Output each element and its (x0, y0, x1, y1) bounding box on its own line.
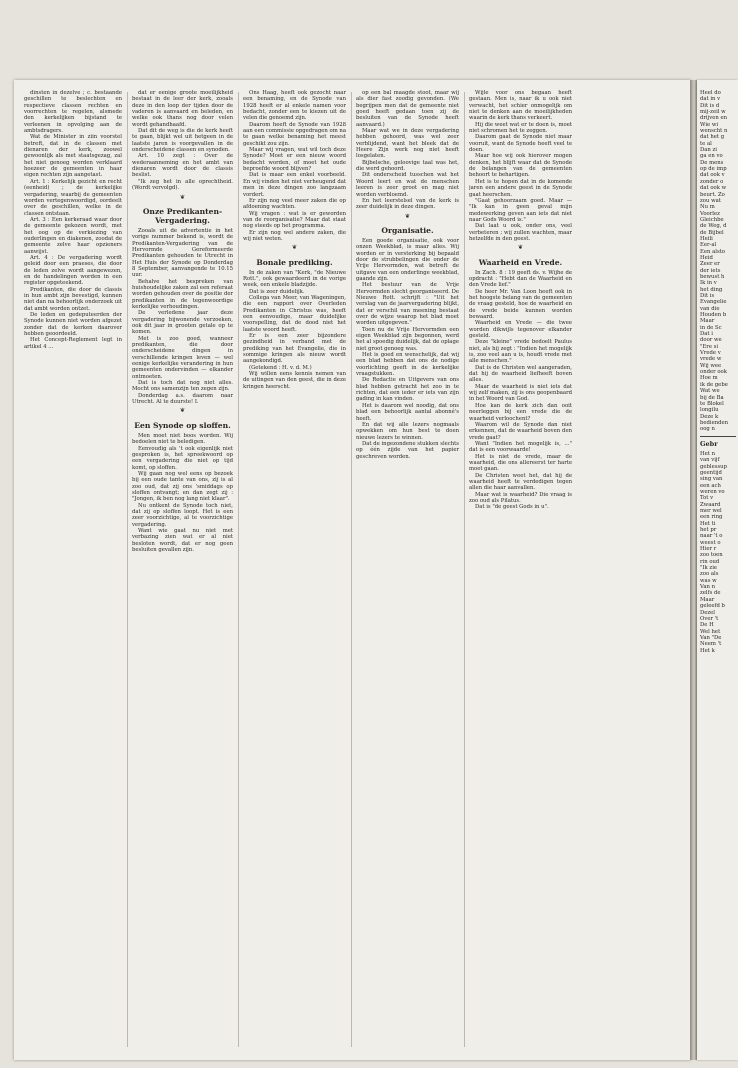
article-paragraph: Art. 10 zegt : Over de wederaanneming en het ambt van dienaren wordt door de classis beslist. (132, 153, 233, 179)
edge-line: Ik in v (700, 280, 717, 287)
newspaper-page (14, 80, 691, 1060)
edge-line: Houden b (700, 312, 727, 319)
edge-line: Dat i (700, 331, 713, 338)
article-paragraph: De heer Mr. Van Loon heeft ook in het hoogste belang van de gemeenten de vraag gesteld, hoe de waarheid en de vrede beide kunnen worden bewaard. (469, 288, 572, 320)
edge-line: weren vo (700, 488, 725, 495)
edge-line: Neem 't (700, 641, 722, 648)
article-paragraph: De leden en gedeputeerden der Synode kunnen niet worden afgezet zonder dat de kerken daarover hebben geoordeeld. (24, 312, 122, 338)
edge-line: De mens (700, 159, 724, 166)
edge-line: zou wat (700, 197, 721, 204)
edge-line: Voorlez (700, 210, 720, 217)
text-column-4 (356, 90, 459, 1050)
article-paragraph: Het is daarom wel noodig, dat ons blad een behoorlijk aantal abonné's heeft. (356, 402, 459, 422)
article-paragraph: Zooals uit de advertentie in het vorige nummer bekend is, wordt de Predikanten-Vergadering van de Hervormde Gereformeerde Predikanten gehouden te Utrecht in Het Huis der Synode op Donderdag 8 September, aanvangende te 10.15 uur. (132, 227, 233, 279)
edge-line: Wat we (700, 388, 720, 395)
article-paragraph: Maar wat is waarheid? Die vraag is zoo oud als Pilatus. (469, 491, 572, 504)
article-paragraph: Wijle voor ons begaan heeft gestaan. Men is, naar ik u ook niet verwacht, het schier onmogelijk om niet te denken aan de moeilijkheden waarin de kerk thans verkeert. (469, 90, 572, 122)
article-paragraph: "Gaat gehoorzaam goed. Maar — "Ik kan in geen geval mijn medewerking geven aan iets dat niet naar Gods Woord is." (469, 197, 572, 223)
section-ornament: ❦ (404, 212, 411, 220)
edge-line: Dit is (700, 293, 715, 299)
edge-line: Het k (700, 647, 715, 654)
edge-line: zelfs de (700, 590, 721, 597)
edge-line: mij-zeil w (700, 109, 726, 116)
edge-line: van vijf (700, 457, 720, 464)
edge-line: Eer-al (700, 242, 717, 249)
article-paragraph: De Christen weet het, dat hij de waarheid heeft te verdedigen tegen allen die haar aanvallen. (469, 472, 572, 492)
edge-line: "Ik zie (700, 565, 718, 572)
edge-line: ik de gebe (700, 381, 728, 388)
article-paragraph: Wij vragen : wat is er geworden van de reorganisatie? Maar dat staat nog steeds op het programma. (243, 210, 346, 230)
article-paragraph: Toen nu de Vrije Hervormden een eigen Weekblad zijn begonnen, werd het al spoedig duidelijk, dat de oplage niet groot genoeg was. (356, 326, 459, 352)
edge-line: wenscht n (700, 128, 728, 135)
article-paragraph: "Ik zeg het in alle oprechtheid. (Wordt vervolgd). (132, 178, 233, 192)
article-paragraph: Maar hoe wij ook hierover mogen denken, het blijft waar dat de Synode de belangen van de gemeenten behoort te behartigen. (469, 153, 572, 179)
edge-line: zonder o (700, 178, 724, 185)
edge-line: Deze k (700, 413, 719, 420)
article-paragraph: Nu ontkent de Synode toch niet, dat zij op sloffen loopt. Het is een zeer voorzichtige, al te voorzichtige vergadering. (132, 502, 233, 528)
article-paragraph: Hij die weet wat er te doen is, moet niet schromen het te zeggen. (469, 121, 572, 135)
article-paragraph: Het is goed en wenschelijk, dat wij een blad hebben dat ons de nodige voorlichting geeft in de kerkelijke vraagstukken. (356, 352, 459, 378)
article-paragraph: Dat is "de geest Gods in u". (475, 504, 549, 511)
article-paragraph: Waarom wil de Synode dan niet erkennen, dat de waarheid boven den vrede gaat? (469, 421, 572, 441)
section-ornament: ❦ (291, 244, 298, 252)
edge-line: Van "De (700, 634, 722, 641)
article-paragraph: Maar de waarheid is niet iets dat wij zelf maken, zij is ons geopenbaard in het Woord van God. (469, 383, 572, 403)
edge-line: Evangelie (700, 299, 727, 306)
article-paragraph: Dat dit de weg is die de kerk heeft te gaan, blijkt wel uit hetgeen in de laatste jaren is voorgevallen in de onderscheidene classen en synoden. (132, 128, 233, 154)
edge-text-column (700, 90, 736, 1050)
article-paragraph: Deze "kleine" vrede bedoelt Paulus niet, als hij zegt : "Indien het mogelijk is, zoo veel aan u is, houdt vrede met alle menschen." (469, 339, 572, 365)
edge-line: bewust h (700, 273, 725, 280)
article-paragraph: Dat de ingezondene stukken slechts op één zijde van het papier geschreven worden. (356, 440, 459, 460)
edge-line: beurt. Zo (700, 191, 725, 198)
edge-line: bij de Ba (700, 394, 724, 401)
next-page-edge (697, 80, 738, 1060)
article-paragraph: dinsten in dezelve ; c. bestaande geschillen te beslechten en respectieve classen rechten en voorrechten te regelen, alsmede den kerkelijken bijstand te verleenen in opvolging aan de ambtsdragers. (24, 90, 122, 135)
article-paragraph: Eenvoudig als 't ook eigenlijk niet gesproken is, het spreekwoord op een vergadering die niet op tijd komt, op sloffen. (132, 445, 233, 471)
edge-line: mer wel (700, 508, 722, 514)
article-paragraph: En het leerstelsel van de kerk is zeer duidelijk in deze dingen. (356, 197, 459, 211)
edge-line: Wij wee (700, 362, 722, 369)
article-paragraph: Men moet niet boos worden. Wij bedoelen niet te beledigen. (132, 432, 233, 446)
article-paragraph: Het is te hopen dat in de komende jaren een andere geest in de Synode gaat heerschen. (469, 178, 572, 198)
section-ornament: ❦ (517, 244, 524, 252)
section-heading: Bonale prediking. (256, 257, 333, 267)
edge-line: de Weg, d (700, 223, 727, 230)
edge-line: van die (700, 305, 720, 312)
article-paragraph: Dit onderscheid tusschen wat het Woord leert en wat de menschen leeren is zeer groot en mag niet worden verbloemd. (356, 172, 459, 198)
section-heading: Onze Predikanten-Vergadering. (142, 206, 223, 225)
article-paragraph: Daarom heeft de Synode van 1928 aan een commissie opgedragen om na te gaan welke benaming het meest geschikt zou zijn. (243, 121, 346, 147)
article-paragraph: De verledene jaar deze vergadering bijwonende verzoeken, ook dit jaar in grooten getale op te komen. (132, 310, 233, 336)
edge-line: Hier r (700, 546, 717, 553)
article-paragraph: Dat is toch dat nog niet alles. Mocht ons samenzijn ten zegen zijn. (132, 380, 233, 393)
article-paragraph: Het Concept-Reglement legt in artikel 4 ... (24, 337, 122, 350)
article-paragraph: Er zijn nog veel meer zaken die op afdoening wachten. (243, 197, 346, 211)
edge-line: weest o (700, 539, 721, 546)
edge-line: dat ook v (700, 172, 725, 179)
article-paragraph: Bijbelsche, geloovige taal was het, die werd gehoord. (356, 159, 459, 173)
edge-line: Nu m (700, 204, 715, 211)
article-paragraph: En dat wij alle lezers nogmaals opwekken om hun best te doen nieuwe lezers te winnen. (356, 421, 459, 441)
section-heading: Waarheid en Vrede. (478, 257, 563, 267)
article-paragraph: Wat de Minister in ziin voorstel betreft, dat in de classen met dienaren der kerk, zoowel gewoonlijk als met staatsgezag, zal het niet genoeg worden verklaard hoezeer de gemeenten in haar eigen rechten zijn aangetast. (24, 134, 122, 179)
article-paragraph: Er is een zeer bijzondere gezindheid in verband met de prediking van het Evangelie, die in sommige kringen als nieuw wordt aangekondigd. (243, 333, 346, 365)
edge-line: Heel do (700, 90, 721, 96)
article-paragraph: Wij willen eens kennis nemen van de uitingen van den geest, die in deze kringen heerscht. (243, 371, 346, 390)
edge-line: in de Sc (700, 324, 722, 331)
article-paragraph: Er zijn nog wel andere zaken, die wij niet weten. (243, 229, 346, 242)
edge-line: Heid (700, 254, 713, 261)
edge-line: Het ti (700, 520, 716, 527)
edge-line: de Bijbel (700, 229, 724, 236)
article-paragraph: Dat laat u ook, onder ons, veel verbeteren ; wij zullen wachten, maar hetzelfde in den geest. (469, 223, 572, 242)
article-paragraph: Met is zoo goed, wanneer predikanten, die door onderscheidene dingen in verschillende kringen leven — wel eenige kerkelijke verandering in hun gemeenten ondervinden — elkander ontmoeten. (132, 335, 233, 380)
edge-line: Zeer er (700, 261, 720, 268)
article-paragraph: Dat is de Christen wel aangeraden, dat hij de waarheid liefheeft boven alles. (469, 364, 572, 384)
section-heading: Een Synode op sloffen. (134, 420, 231, 430)
edge-line: rin oud (700, 558, 720, 565)
article-paragraph: op een bal maagde stoot, maar wij als dier fast zoodig gevonden. (We begrijpen men dat de gemeente niet goed heeft gedaan toen zij de besluiten van de Synode heeft aanvaard.) (356, 90, 459, 128)
text-column-1 (24, 90, 122, 1050)
edge-line: Maar (700, 318, 715, 325)
edge-line: zoo als (700, 571, 719, 578)
edge-line: een ring (700, 514, 723, 521)
edge-line: Vrede v (700, 350, 721, 357)
article-paragraph: Collega van Meer, van Wageningen, die een rapport over Overleden Predikanten in Christus was, heeft een eenvoudige, maar duidelijke voorspelling, dat de dood niet het laatste woord heeft. (243, 294, 346, 333)
edge-line: het ding (700, 286, 723, 293)
edge-line: Het n (700, 450, 715, 457)
article-paragraph: Want wie gaat nu niet met verbazing zien wat er al niet besloten wordt, dat er nog geen besluiten gevallen zijn. (132, 527, 233, 553)
edge-line: te Blokel (700, 400, 724, 407)
section-ornament: ❦ (179, 193, 186, 201)
article-paragraph: Hoe kan de kerk zich dan ooit neerleggen bij een vrede die de waarheid verloochent? (469, 402, 572, 422)
article-paragraph: Behalve het bespreken van huishoudelijke zaken zal een referaat worden gehouden over de positie der predikanten in de tegenwoordige kerkelijke verhoudingen. (132, 278, 233, 310)
edge-line: bedienden (700, 419, 729, 426)
edge-line: sing van (700, 476, 723, 483)
article-paragraph: Het is niet de vrede, maar de waarheid, die ons allereerst ter harte moet gaan. (469, 453, 572, 473)
edge-line: dat in v (700, 96, 721, 103)
edge-line: dat het g (700, 134, 725, 141)
edge-line: Wel het (700, 628, 721, 635)
edge-line: was w (700, 577, 717, 584)
edge-line: Wie wi (700, 121, 719, 128)
edge-line: naar 't o (700, 533, 723, 540)
article-paragraph: Dat is zeer duidelijk. (249, 288, 305, 295)
edge-line: drijven en (700, 115, 728, 122)
edge-line: geblessup (700, 463, 727, 470)
edge-line: dat ook w (700, 185, 727, 192)
text-column-3 (243, 90, 346, 1050)
edge-line: Dezel (700, 609, 716, 616)
edge-line: Maar (700, 596, 715, 603)
article-paragraph: Donderdag a.s. daarom naar Utrecht. Al te duurste! I. (132, 392, 233, 406)
article-paragraph: Art. 3 : Een kerkeraad waar door de gemeente gekozen wordt, met het oog op de verkiezing van ouderlingen en diakenen, zoodat de gemeente zelve haar opzieners aanwijst. (24, 216, 122, 255)
edge-line: Gleichbe (700, 216, 724, 223)
edge-line: Van n (700, 584, 716, 591)
edge-line: ga en vo (700, 153, 723, 160)
edge-line: het pr (700, 527, 717, 534)
text-column-5 (469, 90, 572, 1050)
edge-line: geleefd b (700, 603, 725, 610)
edge-line: Zwaard (700, 501, 721, 508)
article-paragraph: In de zaken van "Kerk, "de Nieuwe Rott.", ook gewaardeerd in de vorige week, een enkele bladzijde. (243, 269, 346, 289)
article-paragraph: Dat is maar een enkel voorbeeld. En wij vinden het niet verheugend dat men in deze dingen zoo langzaam vordert. (243, 172, 346, 198)
edge-line: Dan zi (700, 147, 717, 154)
edge-line: vrede w (700, 356, 722, 363)
edge-line: op de imp (700, 166, 727, 173)
article-paragraph: Daarom gaat de Synode niet maar vooruit, want de Synode heeft veel te doen. (469, 134, 572, 154)
edge-line: door we (700, 337, 722, 344)
article-paragraph: Het bestuur van de Vrije Hervormden slecht georganiseerd. De Nieuwe Rott. schrijft : "Uit het verslag van de jaarvergadering blijkt, dat er verschil van meening bestaat over de wijze waarop het blad moet worden uitgegeven." (356, 282, 459, 327)
edge-line: een ach (700, 482, 721, 489)
article-paragraph: Maar wat we in deze vergadering hebben gehoord, was wel zeer verblijdend, want het bleek dat de Heere Zijn werk nog niet heeft losgelaten. (356, 128, 459, 160)
edge-line: der iets (700, 267, 721, 274)
article-paragraph: Ons Haag, heeft ook gezocht naar een benaming, en de Synode van 1928 heeft er al enkele namen voor bedacht, zonder een te kiezen uit de velen die genoemd zijn. (243, 90, 346, 122)
article-paragraph: Maar wij vragen, wat wil toch deze Synode? Moet er een nieuw woord bedacht worden, of moet het oude beproefde woord blijven? (243, 147, 346, 173)
section-heading: Organisatie. (381, 225, 434, 235)
text-column-2 (132, 90, 233, 1050)
edge-line: Heili (700, 235, 713, 242)
edge-line: geentijd (700, 469, 722, 476)
edge-line: oog n (700, 426, 715, 433)
article-paragraph: Want "Indien het mogelijk is, ..." dat is een voorwaarde! (469, 440, 572, 454)
edge-line: longilu (700, 407, 719, 414)
edge-line: Dit is d (700, 102, 720, 109)
article-paragraph: Een goede organisatie, ook voor onzen Weekblad, is maar alles. Wij worden er in versterking bij bepaald door de strubbelingen die onder de Vrije Hervormden, wat betreft de uitgave van een onderlinge weekblad, gaande zijn. (356, 237, 459, 282)
article-paragraph: Art. 4 : De vergadering wordt geleid door een praeses, die door de leden zelve wordt aangewezen, en de handelingen worden in een register opgeteekend. (24, 254, 122, 287)
edge-line: zoo toen (700, 552, 723, 559)
article-paragraph: Waarheid en Vrede — die twee worden dikwijls tegenover elkander gesteld. (469, 320, 572, 340)
edge-line: Hoe m (700, 375, 718, 382)
article-paragraph: (Getekend : H. v. d. M.) (249, 364, 312, 371)
edge-line: te al (700, 140, 712, 147)
edge-heading: Gebr (700, 439, 718, 448)
article-paragraph: Predikanten, die door de classis in hun ambt zijn bevestigd, kunnen niet dan na behoorlijk onderzoek uit dat ambt worden ontzet. (24, 286, 122, 312)
edge-line: De H (700, 622, 714, 629)
section-ornament: ❦ (179, 407, 186, 415)
article-paragraph: In Zach. 8 : 19 geeft ds. v. Wijhe de opdracht : "Hebt dan de Waarheid en den Vrede lief." (469, 269, 572, 289)
edge-line: Tot v (700, 495, 714, 502)
article-paragraph: dat er eenige groote moeilijkheid bestaat in de leer der kerk, zooals deze in den loop der tijden door de vaderen is aanvaard en beleden, en welke ook thans nog door velen wordt gehandhaafd. (132, 90, 233, 128)
article-paragraph: Art. 1 : Kerkelijk gezicht en recht (eenheid) ; de kerkelijke vergadering, waarbij de gemeenten worden vertegenwoordigd, oordeelt over de geschillen, welke in de classen ontstaan. (24, 178, 122, 217)
edge-line: Een alsto (700, 248, 725, 255)
article-paragraph: Wij gaan nog wel eens op bezoek bij een oude tante van ons, zij is al zoo oud, dat zij ons 'smiddags op sloffen ontvangt; en dan zegt zij : "Jongen, ik ben nog lang niet klaar". (132, 470, 233, 503)
edge-line: onder ook (700, 369, 727, 376)
article-paragraph: De Redactie en Uitgevers van ons blad hebben getracht het zoo in te richten, dat een ieder er iets van zijn gading in kan vinden. (356, 377, 459, 403)
edge-line: Over 't (700, 615, 719, 622)
edge-line: "Ere si (700, 343, 719, 350)
